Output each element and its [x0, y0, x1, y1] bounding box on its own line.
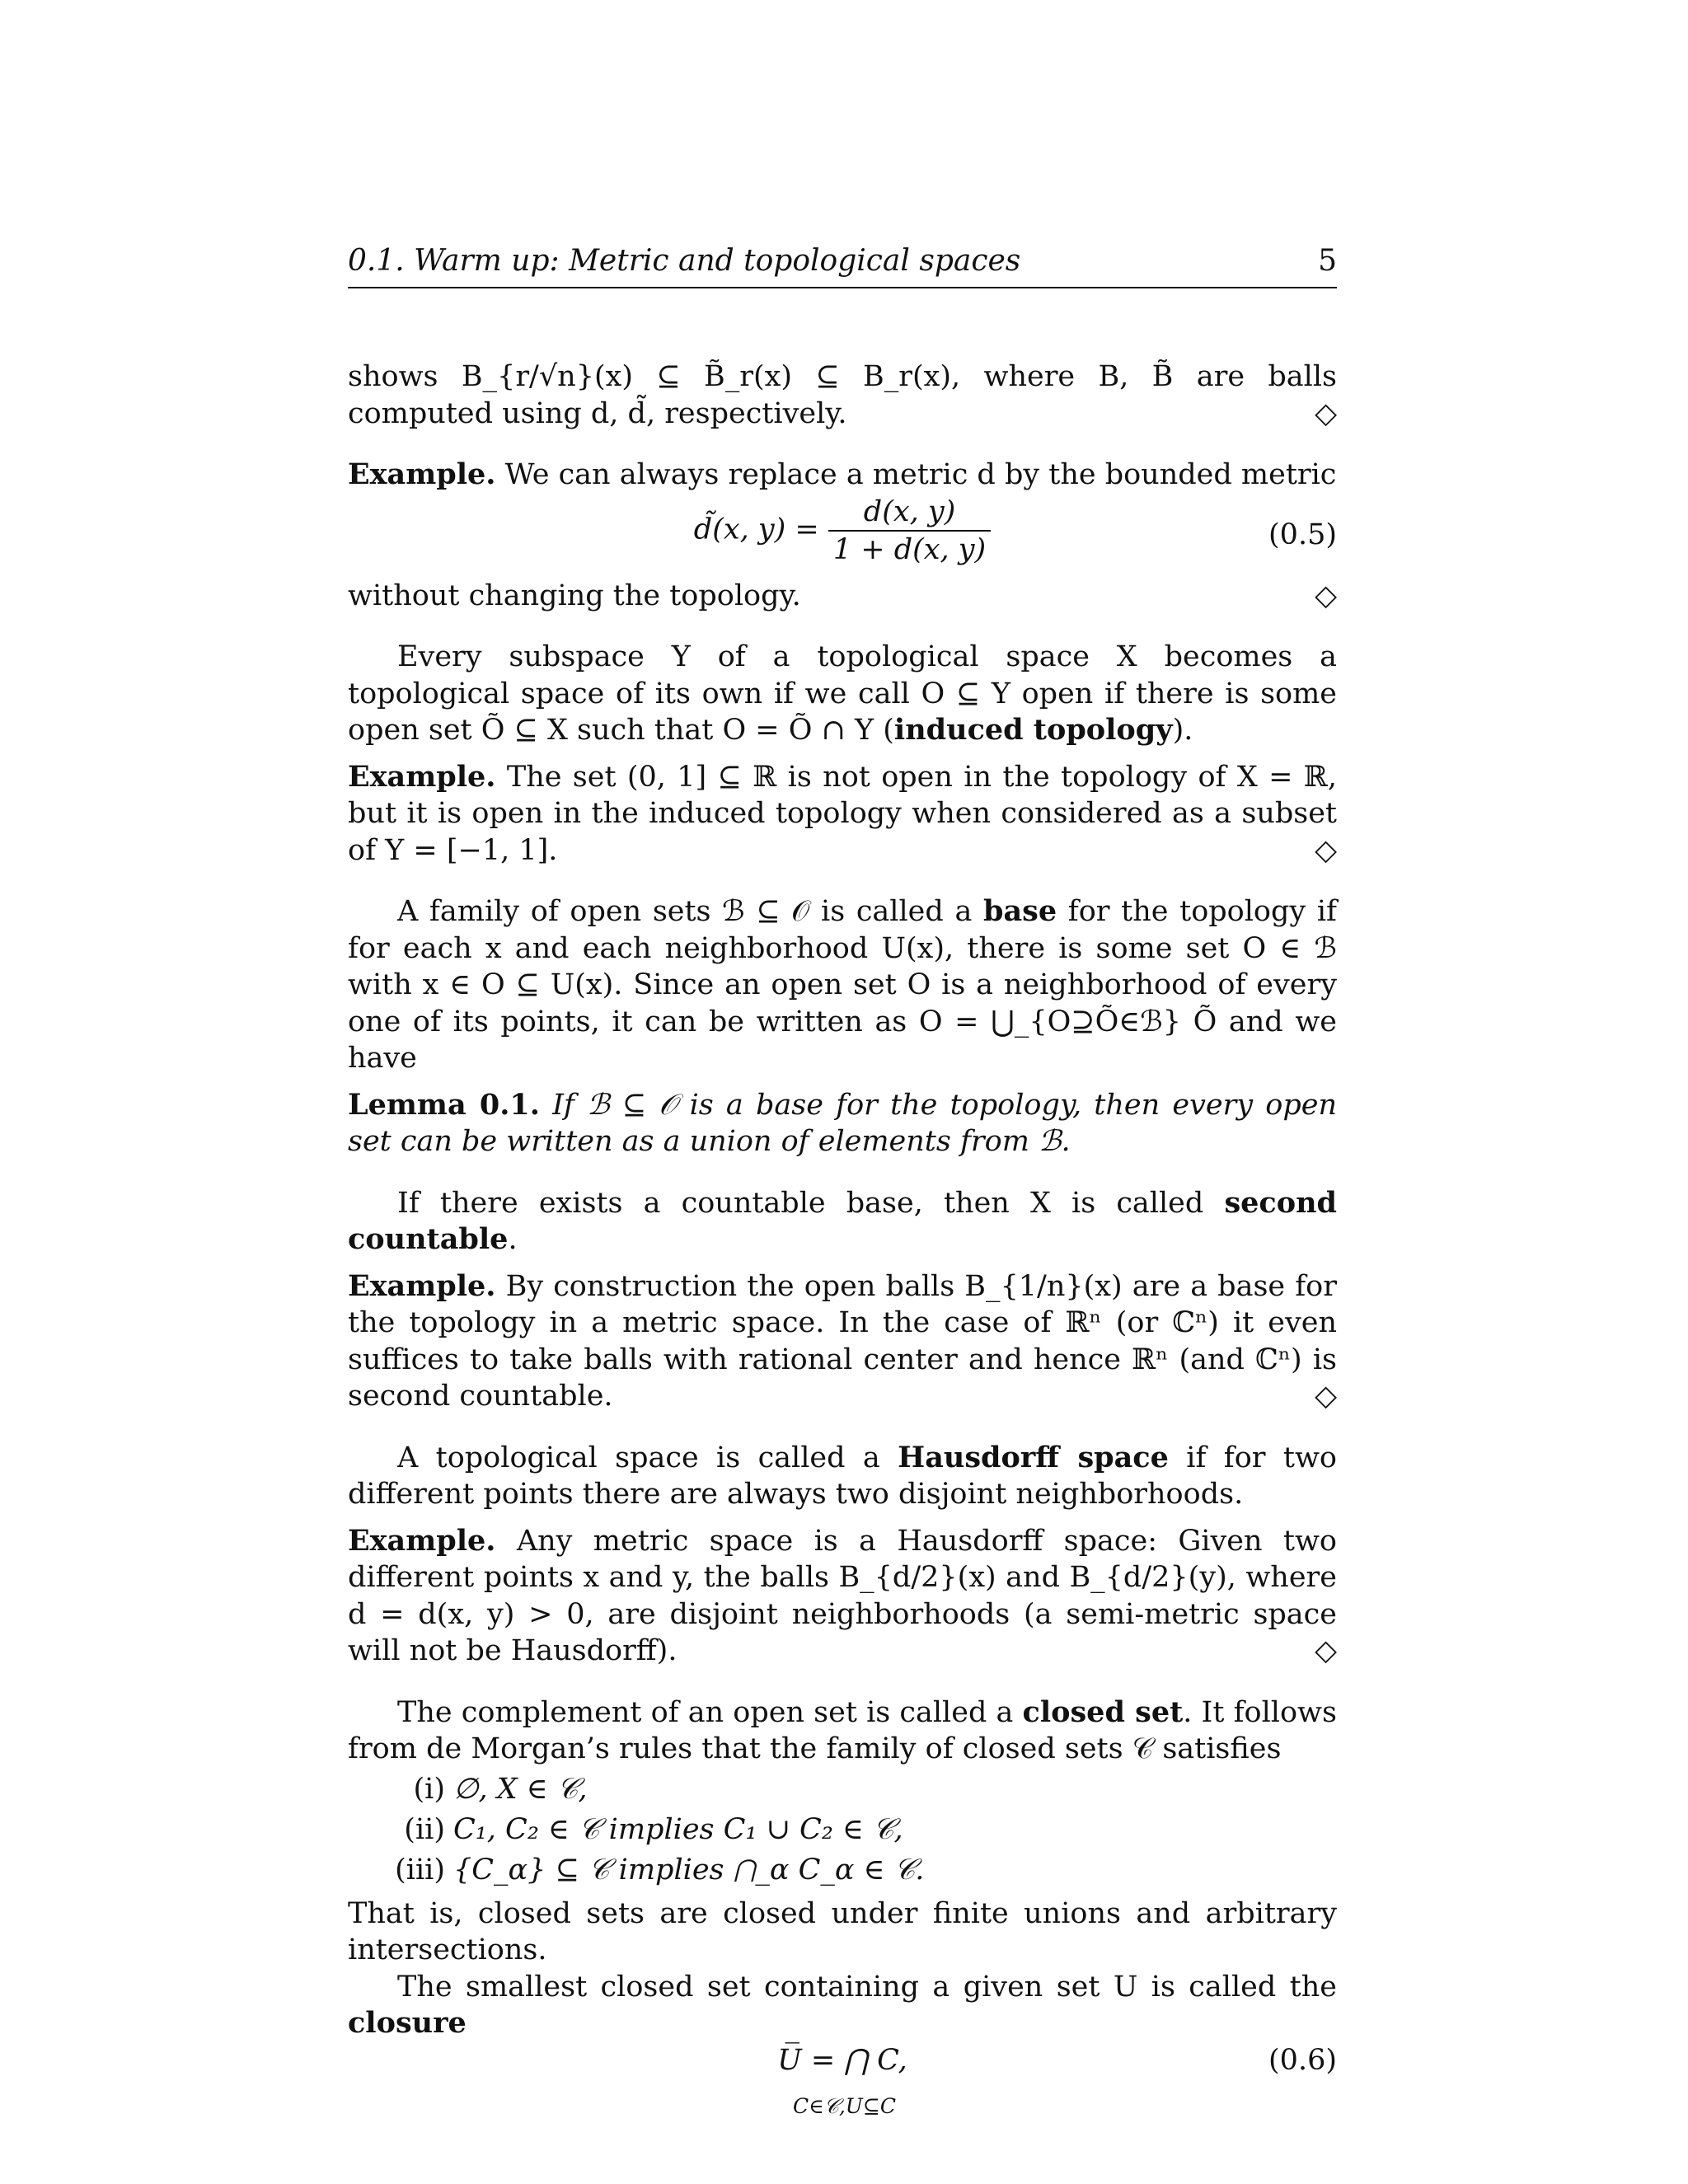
running-header [348, 244, 1337, 288]
example-label: Example. [348, 457, 496, 491]
list-marker: (ii) [404, 1812, 445, 1846]
equation-number: (0.6) [1268, 2043, 1337, 2077]
term-closed-set: closed set [1022, 1694, 1184, 1729]
term-base: base [982, 894, 1057, 928]
list-item-text: C₁, C₂ ∈ 𝒞 implies C₁ ∪ C₂ ∈ 𝒞, [453, 1812, 903, 1846]
paragraph-closed-summary [348, 1896, 1337, 1969]
equation-0-6 [348, 2042, 1337, 2123]
paragraph-closed-set [348, 1694, 1337, 1768]
list-item-text: {C_α} ⊆ 𝒞 implies ⋂_α C_α ∈ 𝒞. [453, 1853, 925, 1886]
paragraph-text: The complement of an open set is called a [397, 1695, 1023, 1729]
example-bounded-metric [348, 457, 1337, 494]
term-hausdorff: Hausdorff space [898, 1440, 1169, 1474]
paragraph-text: for the topology if for each x and each neighborhood U(x), there is some set O ∈ ℬ with x ∈ O ⊆ U(x). Since an open set O is a neighborhood of every one of its points, it can be written as O = ⋃_{O⊇Õ∈ℬ} Õ and we have [348, 895, 1337, 1075]
example-bounded-metric-end [348, 578, 1337, 615]
equation-lhs: d̃(x, y) = [693, 513, 819, 546]
equation-subscript: C∈𝒞,U⊆C [793, 2093, 896, 2118]
lemma-0-1 [348, 1087, 1337, 1160]
example-text: The set (0, 1] ⊆ ℝ is not open in the topology of X = ℝ, but it is open in the induced topology when considered as a subset of Y = [−1, 1]. [348, 760, 1337, 867]
paragraph-text: A family of open sets ℬ ⊆ 𝒪 is called a [397, 895, 983, 928]
closed-set-properties-list [348, 1771, 1337, 1892]
paragraph-balls-text: shows B_{r/√n}(x) ⊆ B̃_r(x) ⊆ B_r(x), where B, B̃ are balls computed using d, d̃, respectively. [348, 360, 1337, 430]
example-label: Example. [348, 759, 496, 794]
term-closure: closure [348, 2006, 467, 2040]
paragraph-text: . It follows from de Morgan’s rules that the family of closed sets 𝒞 satisfies [348, 1695, 1337, 1765]
qed-symbol: ◇ [1315, 833, 1337, 867]
list-item [348, 1852, 1337, 1892]
term-induced-topology: induced topology [893, 713, 1173, 747]
paragraph-text: if for two different points there are always two disjoint neighborhoods. [348, 1441, 1337, 1511]
paragraph-second-countable [348, 1185, 1337, 1258]
fraction-denominator: 1 + d(x, y) [832, 532, 987, 566]
example-induced [348, 759, 1337, 869]
paragraph-balls [348, 359, 1337, 432]
list-item [348, 1771, 1337, 1811]
fraction-numerator: d(x, y) [828, 494, 991, 532]
equation-0-5 [348, 494, 1337, 578]
example-text: Any metric space is a Hausdorff space: Given two different points x and y, the balls B_{d/2}(x) and B_{d/2}(y), where d = d(x, y) > 0, are disjoint neighborhoods (a semi-metric space will not be Hausdorff). [348, 1524, 1337, 1667]
equation-body: U̅ = ⋂ C, [777, 2043, 907, 2077]
term-second-countable: second countable [348, 1185, 1337, 1256]
example-text: By construction the open balls B_{1/n}(x) are a base for the topology in a metric space. In the case of ℝⁿ (or ℂⁿ) it even suffices to take balls with rational center and hence ℝⁿ (and ℂⁿ) is second countable. [348, 1269, 1337, 1413]
paragraph-text: Every subspace Y of a topological space X becomes a topological space of its own if we call O ⊆ Y open if there is some open set Õ ⊆ X such that O = Õ ∩ Y ( [348, 640, 1337, 747]
qed-symbol: ◇ [1315, 579, 1337, 612]
example-hausdorff [348, 1523, 1337, 1670]
paragraph-text: That is, closed sets are closed under finite unions and arbitrary intersections. [348, 1896, 1337, 1966]
paragraph-base [348, 893, 1337, 1077]
qed-symbol: ◇ [1315, 1380, 1337, 1413]
page-body [348, 359, 1337, 2123]
running-title: 0.1. Warm up: Metric and topological spaces [348, 244, 1021, 278]
example-text: We can always replace a metric d by the bounded metric [504, 458, 1337, 491]
page-number: 5 [1318, 244, 1337, 278]
paragraph-text: A topological space is called a [397, 1441, 898, 1474]
paragraph-closure [348, 1969, 1337, 2042]
paragraph-induced-topology [348, 639, 1337, 749]
lemma-label: Lemma 0.1. [348, 1087, 540, 1122]
example-label: Example. [348, 1268, 496, 1303]
list-marker: (iii) [395, 1853, 445, 1886]
paragraph-text: . [508, 1223, 518, 1256]
paragraph-hausdorff [348, 1440, 1337, 1513]
example-text: without changing the topology. [348, 579, 801, 612]
example-label: Example. [348, 1523, 496, 1558]
qed-symbol: ◇ [1315, 396, 1337, 430]
list-marker: (i) [413, 1772, 445, 1806]
equation-number: (0.5) [1268, 518, 1337, 551]
list-item-text: ∅, X ∈ 𝒞, [453, 1772, 588, 1806]
paragraph-text: If there exists a countable base, then X is called [397, 1186, 1225, 1220]
lemma-text: If ℬ ⊆ 𝒪 is a base for the topology, then every open set can be written as a union of elements from ℬ. [348, 1088, 1337, 1158]
example-balls-base [348, 1268, 1337, 1415]
paragraph-text: The smallest closed set containing a given set U is called the [397, 1970, 1337, 2004]
equation-fraction [828, 494, 991, 568]
paragraph-text: ). [1172, 714, 1193, 747]
list-item [348, 1811, 1337, 1852]
qed-symbol: ◇ [1315, 1634, 1337, 1667]
